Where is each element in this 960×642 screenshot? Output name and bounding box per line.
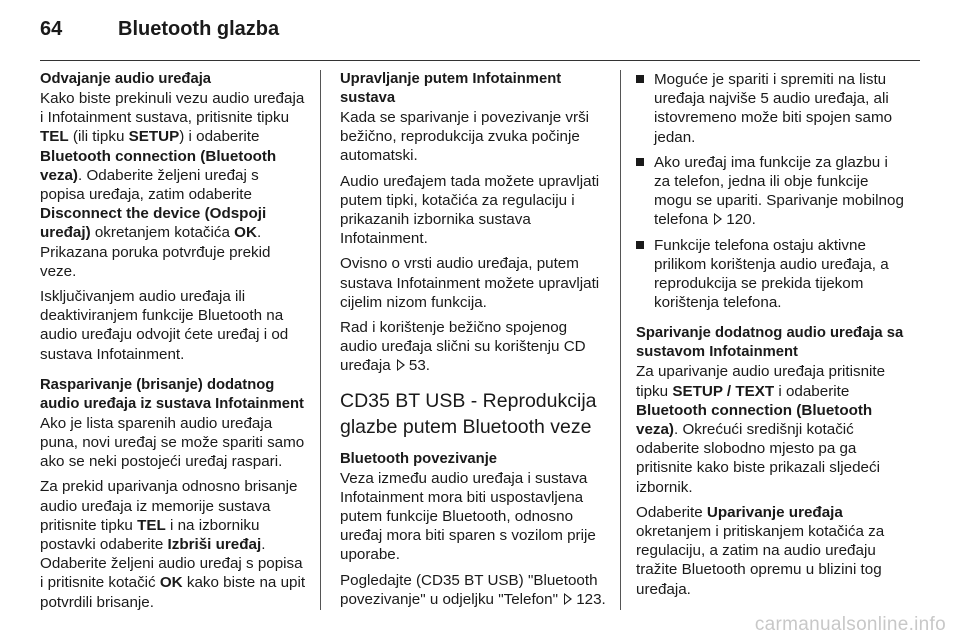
list-item: Moguće je spariti i spremiti na listu uređaja najviše 5 audio uređaja, ali istovremeno može biti spojen samo jedan. — [636, 70, 904, 147]
column-1 — [40, 70, 306, 618]
section-heading-unpair: Rasparivanje (brisanje) dodatnog audio uređaja iz sustava Infotainment — [40, 376, 304, 412]
section-heading-control: Upravljanje putem Infotainment sustava — [340, 71, 562, 106]
paragraph: Za prekid uparivanja odnosno brisanje audio uređaja iz memorije sustava pritisnite tipku TEL i na izborniku postavki odaberite Izbriši uređaj. Odaberite željeni audio uređaj s popisa i pritisnite kotačić OK kako biste na upit potvrdili brisanje. — [40, 478, 306, 611]
section-heading-disconnect: Odvajanje audio uređaja — [40, 71, 212, 87]
paragraph: Rad i korištenje bežično spojenog audio uređaja slični su korištenju CD uređaja 53. — [340, 319, 586, 375]
page-ref-arrow-icon — [397, 359, 405, 371]
bullet-list — [636, 70, 904, 312]
paragraph: Audio uređajem tada možete upravljati putem tipki, kotačića za regulaciju i prikazanih izbornika sustava Infotainment. — [340, 172, 600, 248]
paragraph: Veza između audio uređaja i sustava Infotainment mora biti uspostavljena putem funkcije Bluetooth, odnosno uređaj mora biti sparen s vozilom prije uporabe. — [340, 469, 596, 564]
column-divider-2 — [620, 70, 621, 610]
column-divider-1 — [320, 70, 321, 610]
paragraph: Ovisno o vrsti audio uređaja, putem sustava Infotainment možete upravljati cijelim nizom funkcija. — [340, 255, 600, 311]
watermark: carmanualsonline.info — [754, 614, 946, 635]
page-header — [40, 14, 920, 58]
page-ref-link[interactable]: 53. — [408, 357, 431, 375]
page-ref-link[interactable]: 123. — [576, 590, 606, 608]
paragraph: Ako je lista sparenih audio uređaja puna, novi uređaj se može spariti samo ako se neki postojeći uređaj raspari. — [40, 414, 305, 471]
page-ref-link[interactable]: 120. — [726, 211, 756, 229]
header-rule — [40, 60, 920, 61]
section-heading-bt-connect: Bluetooth povezivanje — [340, 450, 498, 467]
bullet-square-icon — [636, 158, 644, 166]
page-ref-arrow-icon — [564, 593, 572, 605]
page-title: Bluetooth glazba — [118, 18, 280, 40]
bullet-square-icon — [636, 241, 644, 249]
paragraph: Za uparivanje audio uređaja pritisnite tipku SETUP / TEXT i odaberite Bluetooth connection (Bluetooth veza). Okrećući središnji kotačić odaberite slobodno mjesto pa ga pritisnite kako biste prikazali sljedeći izbornik. — [636, 363, 886, 496]
section-heading-pair-additional: Sparivanje dodatnog audio uređaja sa sustavom Infotainment — [636, 325, 904, 361]
page-ref-arrow-icon — [714, 213, 722, 225]
column-3 — [636, 70, 904, 605]
list-item: Ako uređaj ima funkcije za glazbu i za telefon, jedna ili obje funkcije mogu se upariti. Sparivanje mobilnog telefona 120. — [636, 153, 904, 230]
paragraph: Pogledajte (CD35 BT USB) "Bluetooth povezivanje" u odjeljku "Telefon" 123. — [340, 571, 606, 608]
paragraph: Kada se sparivanje i povezivanje vrši bežično, reprodukcija zvuka počinje automatski. — [340, 109, 590, 165]
chapter-heading: CD35 BT USB - Reprodukcija glazbe putem Bluetooth veze — [340, 389, 597, 438]
paragraph: Kako biste prekinuli vezu audio uređaja i Infotainment sustava, pritisnite tipku TEL (ili tipku SETUP) i odaberite Bluetooth connection (Bluetooth veza). Odaberite željeni uređaj s popisa uređaja, zatim odaberite Disconnect the device (Odspoji uređaj) okretanjem kotačića OK. Prikazana poruka potvrđuje prekid veze. — [40, 90, 305, 280]
column-2 — [340, 70, 606, 615]
paragraph: Isključivanjem audio uređaja ili deaktiviranjem funkcije Bluetooth na audio uređaju odvojit ćete uređaj i od sustava Infotainment. — [40, 288, 289, 363]
paragraph: Odaberite Uparivanje uređaja okretanjem i pritiskanjem kotačića za regulaciju, a zatim na audio uređaju tražite Bluetooth opremu u blizini tog uređaja. — [636, 503, 885, 598]
list-item: Funkcije telefona ostaju aktivne prilikom korištenja audio uređaja, a reprodukcija se prekida tijekom korištenja telefona. — [636, 236, 904, 313]
bullet-square-icon — [636, 75, 644, 83]
page-number: 64 — [40, 18, 63, 40]
